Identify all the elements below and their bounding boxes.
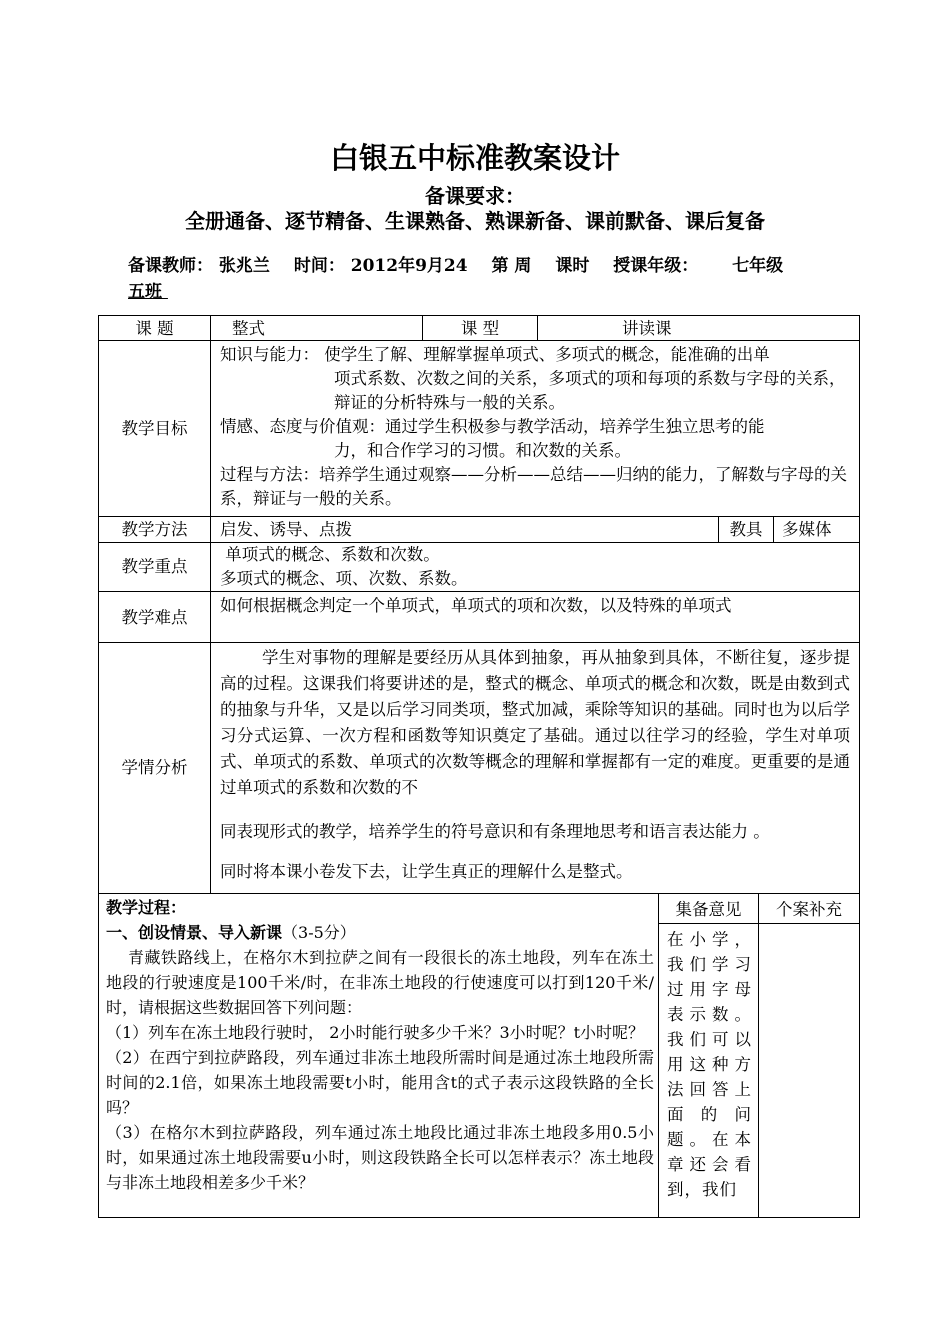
individual-supplement-header: 个案补充 [776, 900, 842, 919]
goal-knowledge-detail: 项式系数、次数之间的关系，多项式的项和每项的系数与字母的关系，辩证的分析特殊与一般的关系。 [334, 369, 846, 412]
method-label: 教学方法 [121, 520, 188, 539]
key-content [220, 543, 856, 591]
type-value: 讲读课 [622, 319, 672, 338]
tool-value: 多媒体 [782, 520, 832, 539]
section-1-time: （3-5分） [282, 923, 356, 942]
collective-note: 在小学，我们学习过用字母表示数。我们可以用这种方法回答上面的问题。在本章还会看到，我们 [667, 930, 752, 1199]
type-label: 课 型 [460, 319, 500, 338]
goal-emotion-heading: 情感、态度与价值观：通过学生积极参与教学活动，培养学生独立思考的能 [220, 417, 765, 436]
goals-label: 教学目标 [121, 419, 188, 438]
teacher-name: 张兆兰 [218, 256, 270, 276]
requirement-label: 备课要求： [425, 184, 525, 208]
method-value: 启发、诱导、点拨 [220, 520, 352, 539]
difficulty-text: 如何根据概念判定一个单项式，单项式的项和次数，以及特殊的单项式 [220, 596, 732, 615]
section-1-title: 一、创设情景、导入新课 [106, 923, 283, 942]
lesson-meta [128, 253, 838, 305]
week-value: 第 周 [491, 256, 532, 276]
analysis-label: 学情分析 [121, 758, 188, 777]
analysis-content [220, 645, 850, 885]
key-line-2: 多项式的概念、项、次数、系数。 [220, 569, 468, 588]
analysis-para-2: 同表现形式的教学，培养学生的符号意识和有条理地思考和语言表达能力 。 [220, 822, 770, 841]
question-2: （2）在西宁到拉萨路段，列车通过非冻土地段所需时间是通过冻土地段所需时间的2.1倍，如果冻土地段需要t小时，能用含t的式子表示这段铁路的全长吗？ [106, 1048, 654, 1117]
key-line-1: 单项式的概念、系数和次数。 [220, 545, 440, 564]
topic-value: 整式 [232, 319, 265, 338]
analysis-para-1: 学生对事物的理解是要经历从具体到抽象，再从抽象到具体，不断往复，逐步提高的过程。这课我们将要讲述的是，整式的概念、单项式的概念和次数，既是由数到式的抽象与升华，又是以后学习同类项，整式加减，乘除等知识的基础。同时也为以后学习分式运算、一次方程和函数等知识奠定了基础。通过以往学习的经验，学生对单项式、单项式的系数、单项式的次数等概念的理解和掌握都有一定的难度。更重要的是通过单项式的系数和次数的不 [220, 648, 850, 797]
time-value: 2012年9月24 [350, 256, 468, 276]
goal-process: 过程与方法：培养学生通过观察——分析——总结——归纳的能力，了解数与字母的关系，辩证与一般的关系。 [220, 465, 847, 508]
question-3: （3）在格尔木到拉萨路段，列车通过冻土地段比通过非冻土地段多用0.5小时，如果通过冻土地段需要u小时，则这段铁路全长可以怎样表示？冻土地段与非冻土地段相差多少千米？ [106, 1123, 654, 1192]
tool-label: 教具 [729, 520, 763, 539]
teacher-label: 备课教师： [128, 256, 213, 276]
goal-emotion-detail: 力，和合作学习的习惯。和次数的关系。 [334, 441, 631, 460]
goal-knowledge-heading: 知识与能力： 使学生了解、理解掌握单项式、多项式的概念，能准确的出单 [220, 345, 770, 364]
topic-label: 课 题 [135, 319, 174, 338]
analysis-para-3: 同时将本课小卷发下去，让学生真正的理解什么是整式。 [220, 862, 633, 881]
key-label: 教学重点 [121, 557, 188, 576]
period-value: 课时 [555, 256, 590, 276]
page-title: 白银五中标准教案设计 [329, 141, 620, 175]
collective-opinion-header: 集备意见 [675, 900, 742, 919]
process-content [106, 895, 654, 1195]
goals-content [220, 343, 856, 511]
grade-value: 七年级 [732, 256, 784, 276]
question-1: （1）列车在冻土地段行驶时， 2小时能行驶多少千米？3小时呢？t小时呢？ [106, 1023, 645, 1042]
process-intro: 青藏铁路线上，在格尔木到拉萨之间有一段很长的冻土地段，列车在冻土地段的行驶速度是100千米/时，在非冻土地段的行使速度可以打到120千米/时，请根据这些数据回答下列问题： [106, 948, 654, 1017]
requirement-text: 全册通备、逐节精备、生课熟备、熟课新备、课前默备、课后复备 [185, 209, 765, 233]
difficulty-label: 教学难点 [121, 608, 188, 627]
class-value: 五班 [128, 282, 162, 302]
process-label: 教学过程： [106, 898, 187, 917]
time-label: 时间： [293, 256, 345, 276]
grade-label: 授课年级： [613, 256, 699, 276]
